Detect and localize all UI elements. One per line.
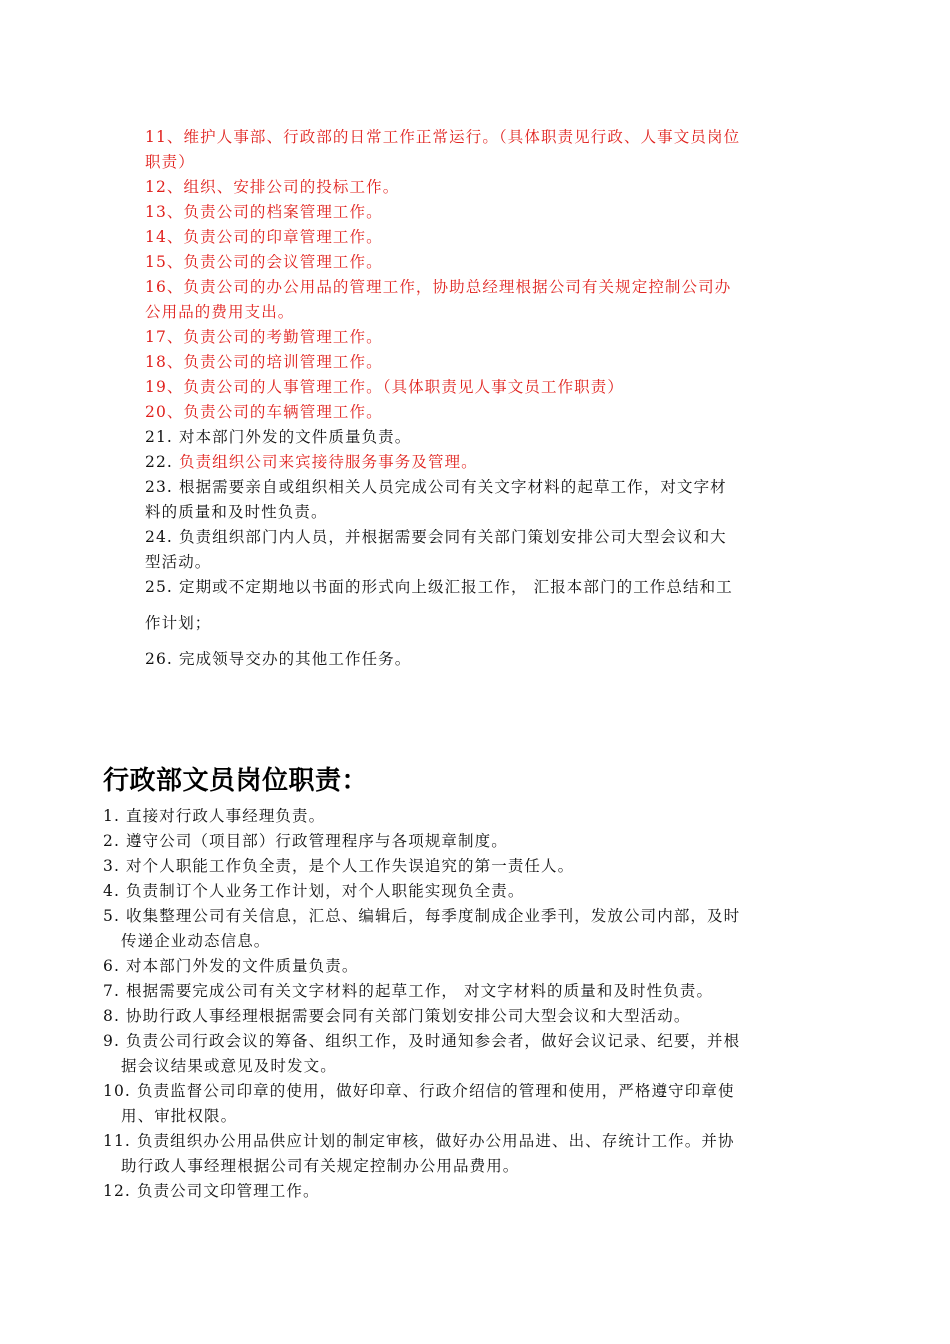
- item-24-line-2: 型活动。: [145, 553, 212, 571]
- item-19: 19、负责公司的人事管理工作。（具体职责见人事文员工作职责）: [145, 378, 624, 396]
- duty-11-line-1: 11. 负责组织办公用品供应计划的制定审核，做好办公用品进、出、存统计工作。并协: [103, 1132, 735, 1150]
- duty-10-line-2: 用、审批权限。: [121, 1107, 238, 1125]
- duty-4: 4. 负责制订个人业务工作计划，对个人职能实现负全责。: [103, 882, 525, 900]
- duty-5-line-1: 5. 收集整理公司有关信息，汇总、编辑后，每季度制成企业季刊，发放公司内部，及时: [103, 907, 741, 925]
- item-24-line-1: 24. 负责组织部门内人员，并根据需要会同有关部门策划安排公司大型会议和大: [145, 528, 727, 546]
- item-15: 15、负责公司的会议管理工作。: [145, 253, 383, 271]
- item-14: 14、负责公司的印章管理工作。: [145, 228, 383, 246]
- duty-1: 1. 直接对行政人事经理负责。: [103, 807, 326, 825]
- duty-11-line-2: 助行政人事经理根据公司有关规定控制办公用品费用。: [121, 1157, 520, 1175]
- duty-5-line-2: 传递企业动态信息。: [121, 932, 271, 950]
- duty-3: 3. 对个人职能工作负全责，是个人工作失误追究的第一责任人。: [103, 857, 575, 875]
- duty-9-line-2: 据会议结果或意见及时发文。: [121, 1057, 337, 1075]
- duty-9-line-1: 9. 负责公司行政会议的筹备、组织工作，及时通知参会者，做好会议记录、纪要，并根: [103, 1032, 741, 1050]
- item-25-line-2: 作计划；: [145, 614, 212, 632]
- item-13: 13、负责公司的档案管理工作。: [145, 203, 383, 221]
- item-23-line-2: 料的质量和及时性负责。: [145, 503, 328, 521]
- item-12: 12、组织、安排公司的投标工作。: [145, 178, 400, 196]
- item-17: 17、负责公司的考勤管理工作。: [145, 328, 383, 346]
- duty-12: 12. 负责公司文印管理工作。: [103, 1182, 320, 1200]
- item-11-line-1: 11、维护人事部、行政部的日常工作正常运行。（具体职责见行政、人事文员岗位: [145, 128, 741, 146]
- duty-7: 7. 根据需要完成公司有关文字材料的起草工作， 对文字材料的质量和及时性负责。: [103, 982, 714, 1000]
- duty-6: 6. 对本部门外发的文件质量负责。: [103, 957, 359, 975]
- duty-2: 2. 遵守公司（项目部）行政管理程序与各项规章制度。: [103, 832, 508, 850]
- item-18: 18、负责公司的培训管理工作。: [145, 353, 383, 371]
- item-22: [145, 452, 478, 472]
- item-22-text: 负责组织公司来宾接待服务事务及管理。: [178, 453, 478, 471]
- duty-8: 8. 协助行政人事经理根据需要会同有关部门策划安排公司大型会议和大型活动。: [103, 1007, 691, 1025]
- item-26: 26. 完成领导交办的其他工作任务。: [145, 650, 412, 668]
- item-23-line-1: 23. 根据需要亲自或组织相关人员完成公司有关文字材料的起草工作，对文字材: [145, 478, 727, 496]
- duty-10-line-1: 10. 负责监督公司印章的使用，做好印章、行政介绍信的管理和使用，严格遵守印章使: [103, 1082, 735, 1100]
- section-title: 行政部文员岗位职责：: [103, 766, 369, 796]
- item-16-line-1: 16、负责公司的办公用品的管理工作，协助总经理根据公司有关规定控制公司办: [145, 278, 732, 296]
- item-22-number: 22.: [145, 453, 179, 471]
- item-16-line-2: 公用品的费用支出。: [145, 303, 295, 321]
- item-21: 21. 对本部门外发的文件质量负责。: [145, 428, 412, 446]
- item-20: 20、负责公司的车辆管理工作。: [145, 403, 383, 421]
- item-11-line-2: 职责）: [145, 153, 195, 171]
- item-25-line-1: 25. 定期或不定期地以书面的形式向上级汇报工作， 汇报本部门的工作总结和工: [145, 578, 733, 596]
